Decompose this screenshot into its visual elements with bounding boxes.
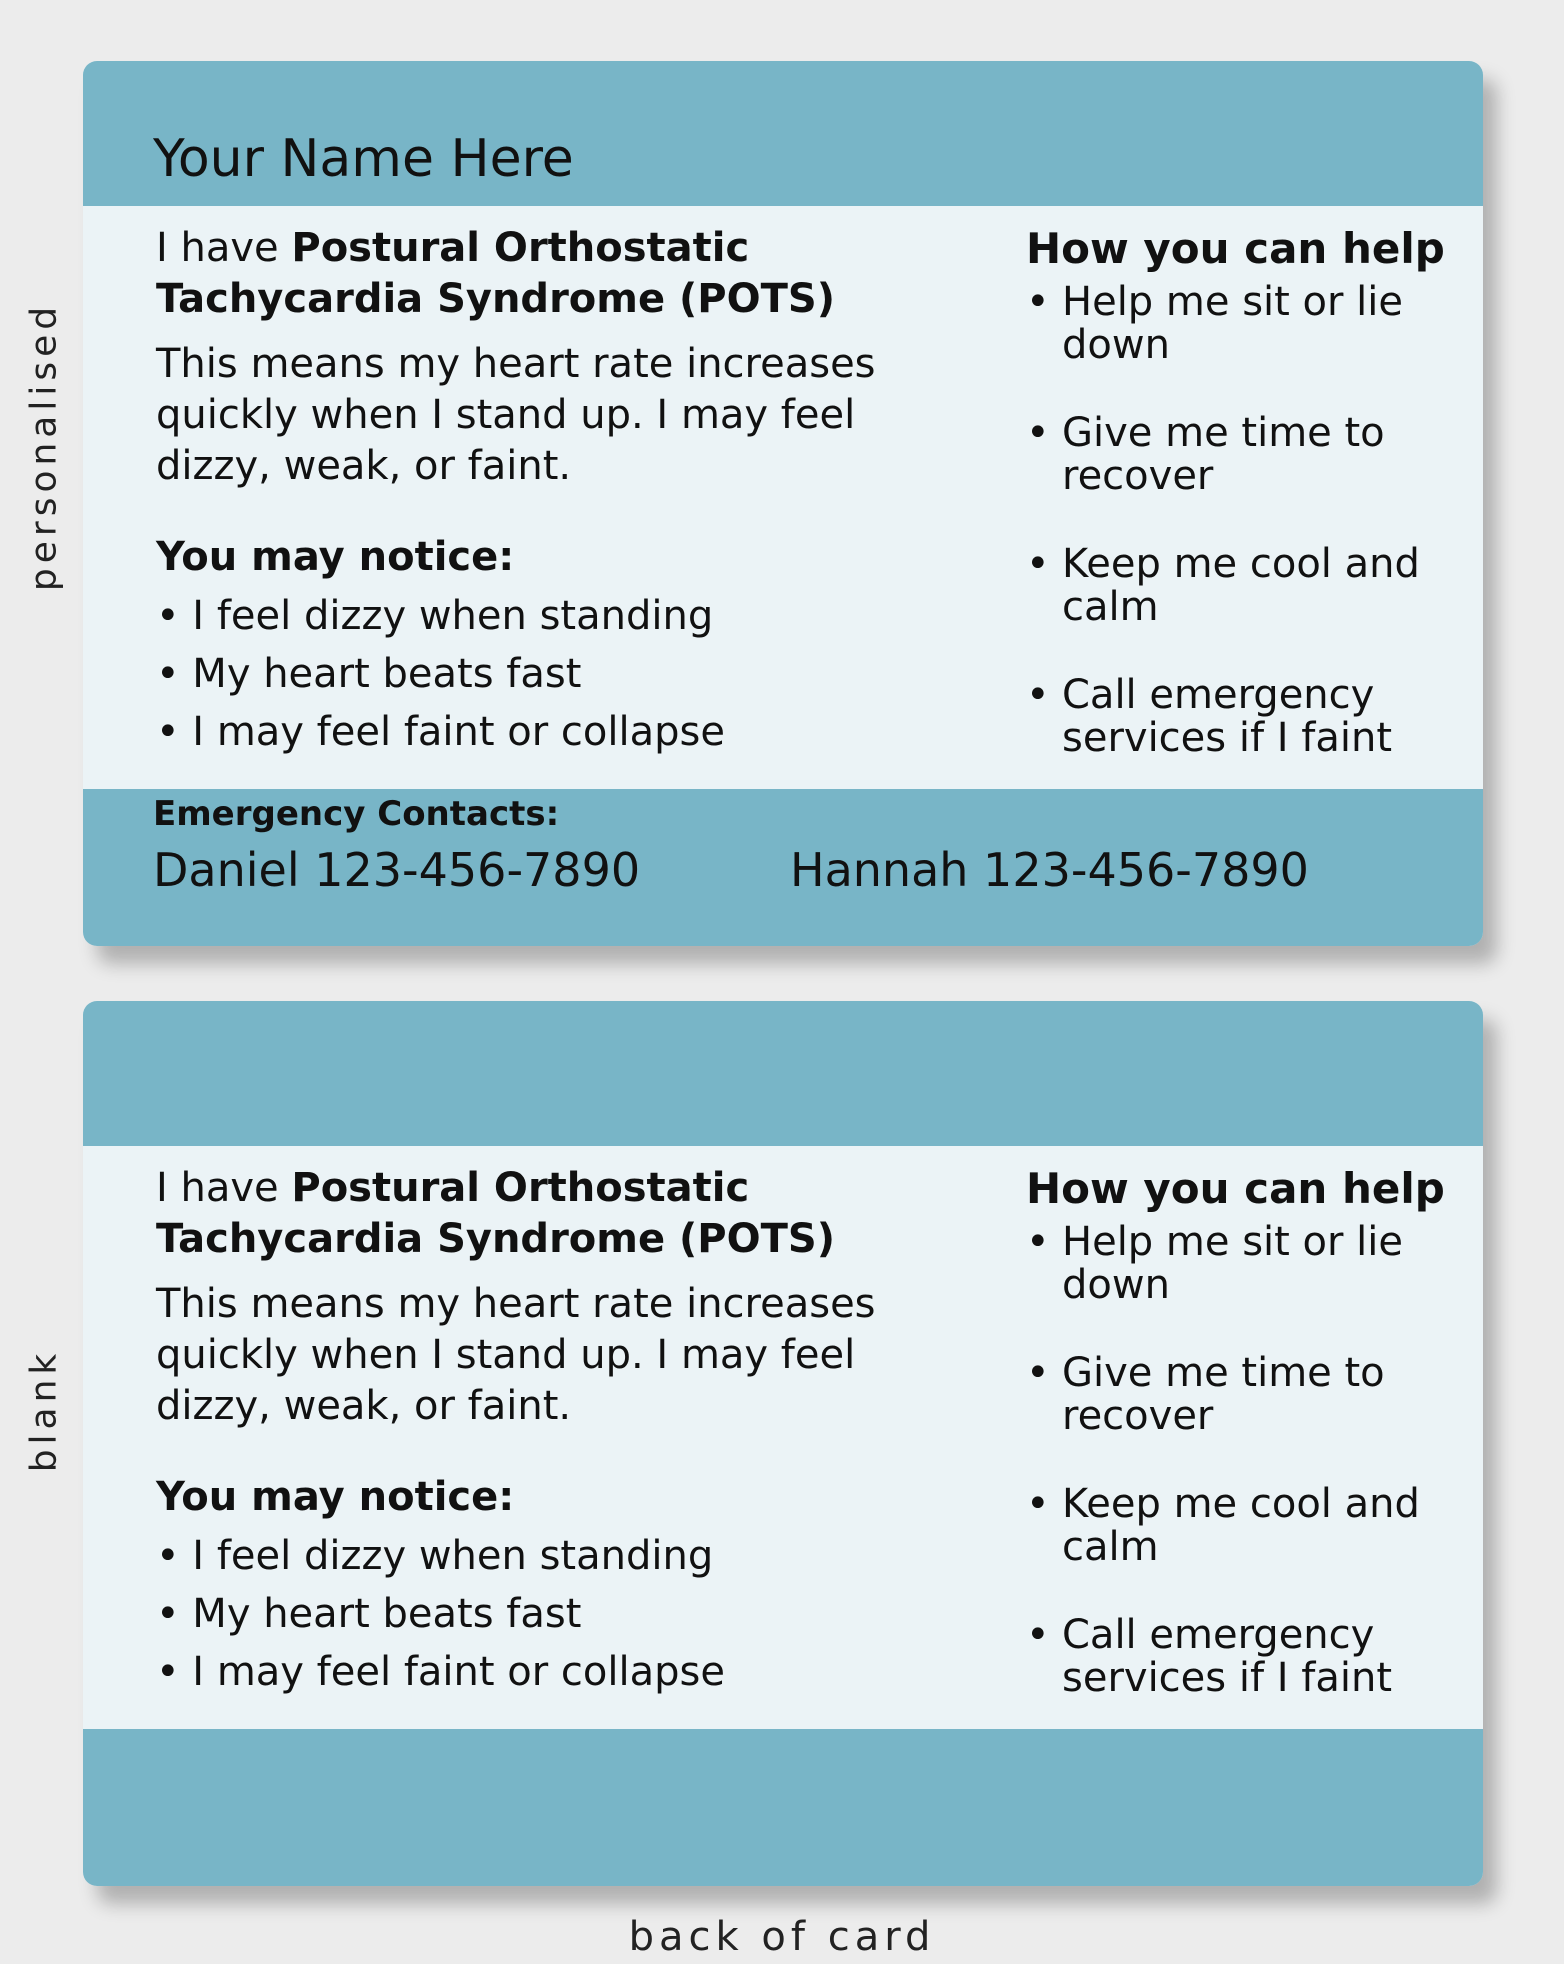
- blank-label: blank: [23, 1348, 65, 1473]
- notice-item: • My heart beats fast: [156, 1591, 582, 1637]
- help-title: How you can help: [1026, 224, 1445, 273]
- help-item: • Call emergency services if I faint: [1026, 674, 1466, 760]
- help-item: • Help me sit or lie down: [1026, 1221, 1466, 1307]
- help-list: [1026, 281, 1466, 760]
- emergency-contacts-title: Emergency Contacts:: [153, 794, 560, 834]
- help-item: • Give me time to recover: [1026, 412, 1466, 498]
- emergency-contact-1: Daniel 123-456-7890: [153, 843, 641, 897]
- notice-item: • I may feel faint or collapse: [156, 709, 725, 755]
- help-section: [1026, 223, 1466, 805]
- notice-item: • I feel dizzy when standing: [156, 593, 714, 639]
- help-section: [1026, 1163, 1466, 1745]
- diagnosis-statement: [156, 223, 916, 325]
- help-list: [1026, 1221, 1466, 1700]
- emergency-contact-2: Hannah 123-456-7890: [790, 843, 1309, 897]
- blank-card: [83, 1001, 1483, 1886]
- help-item: • Keep me cool and calm: [1026, 1483, 1466, 1569]
- diagnosis-name: Postural Orthostatic Tachycardia Syndrome (POTS): [156, 1165, 835, 1262]
- emergency-band: [83, 1729, 1483, 1886]
- diagnosis-prefix: I have: [156, 1165, 292, 1211]
- condition-info: [156, 223, 916, 761]
- notice-item: • I feel dizzy when standing: [156, 1533, 714, 1579]
- notice-title: You may notice:: [156, 534, 515, 580]
- condition-description: This means my heart rate increases quickly when I stand up. I may feel dizzy, weak, or faint.: [156, 341, 876, 489]
- help-item: • Help me sit or lie down: [1026, 281, 1466, 367]
- help-item: • Keep me cool and calm: [1026, 543, 1466, 629]
- diagnosis-statement: [156, 1163, 916, 1265]
- back-of-card-label: back of card: [628, 1914, 936, 1960]
- card-header-band: [83, 1001, 1483, 1146]
- notice-title: You may notice:: [156, 1474, 515, 1520]
- help-item: • Give me time to recover: [1026, 1352, 1466, 1438]
- help-title: How you can help: [1026, 1164, 1445, 1213]
- personalised-label: personalised: [23, 301, 65, 592]
- notice-list: [156, 1527, 916, 1701]
- condition-info: [156, 1163, 916, 1701]
- help-item: • Call emergency services if I faint: [1026, 1614, 1466, 1700]
- personalised-card: [83, 61, 1483, 946]
- diagnosis-prefix: I have: [156, 225, 292, 271]
- notice-list: [156, 587, 916, 761]
- diagnosis-name: Postural Orthostatic Tachycardia Syndrome (POTS): [156, 225, 835, 322]
- notice-item: • My heart beats fast: [156, 651, 582, 697]
- card-holder-name: Your Name Here: [153, 129, 574, 189]
- notice-item: • I may feel faint or collapse: [156, 1649, 725, 1695]
- condition-description: This means my heart rate increases quickly when I stand up. I may feel dizzy, weak, or faint.: [156, 1281, 876, 1429]
